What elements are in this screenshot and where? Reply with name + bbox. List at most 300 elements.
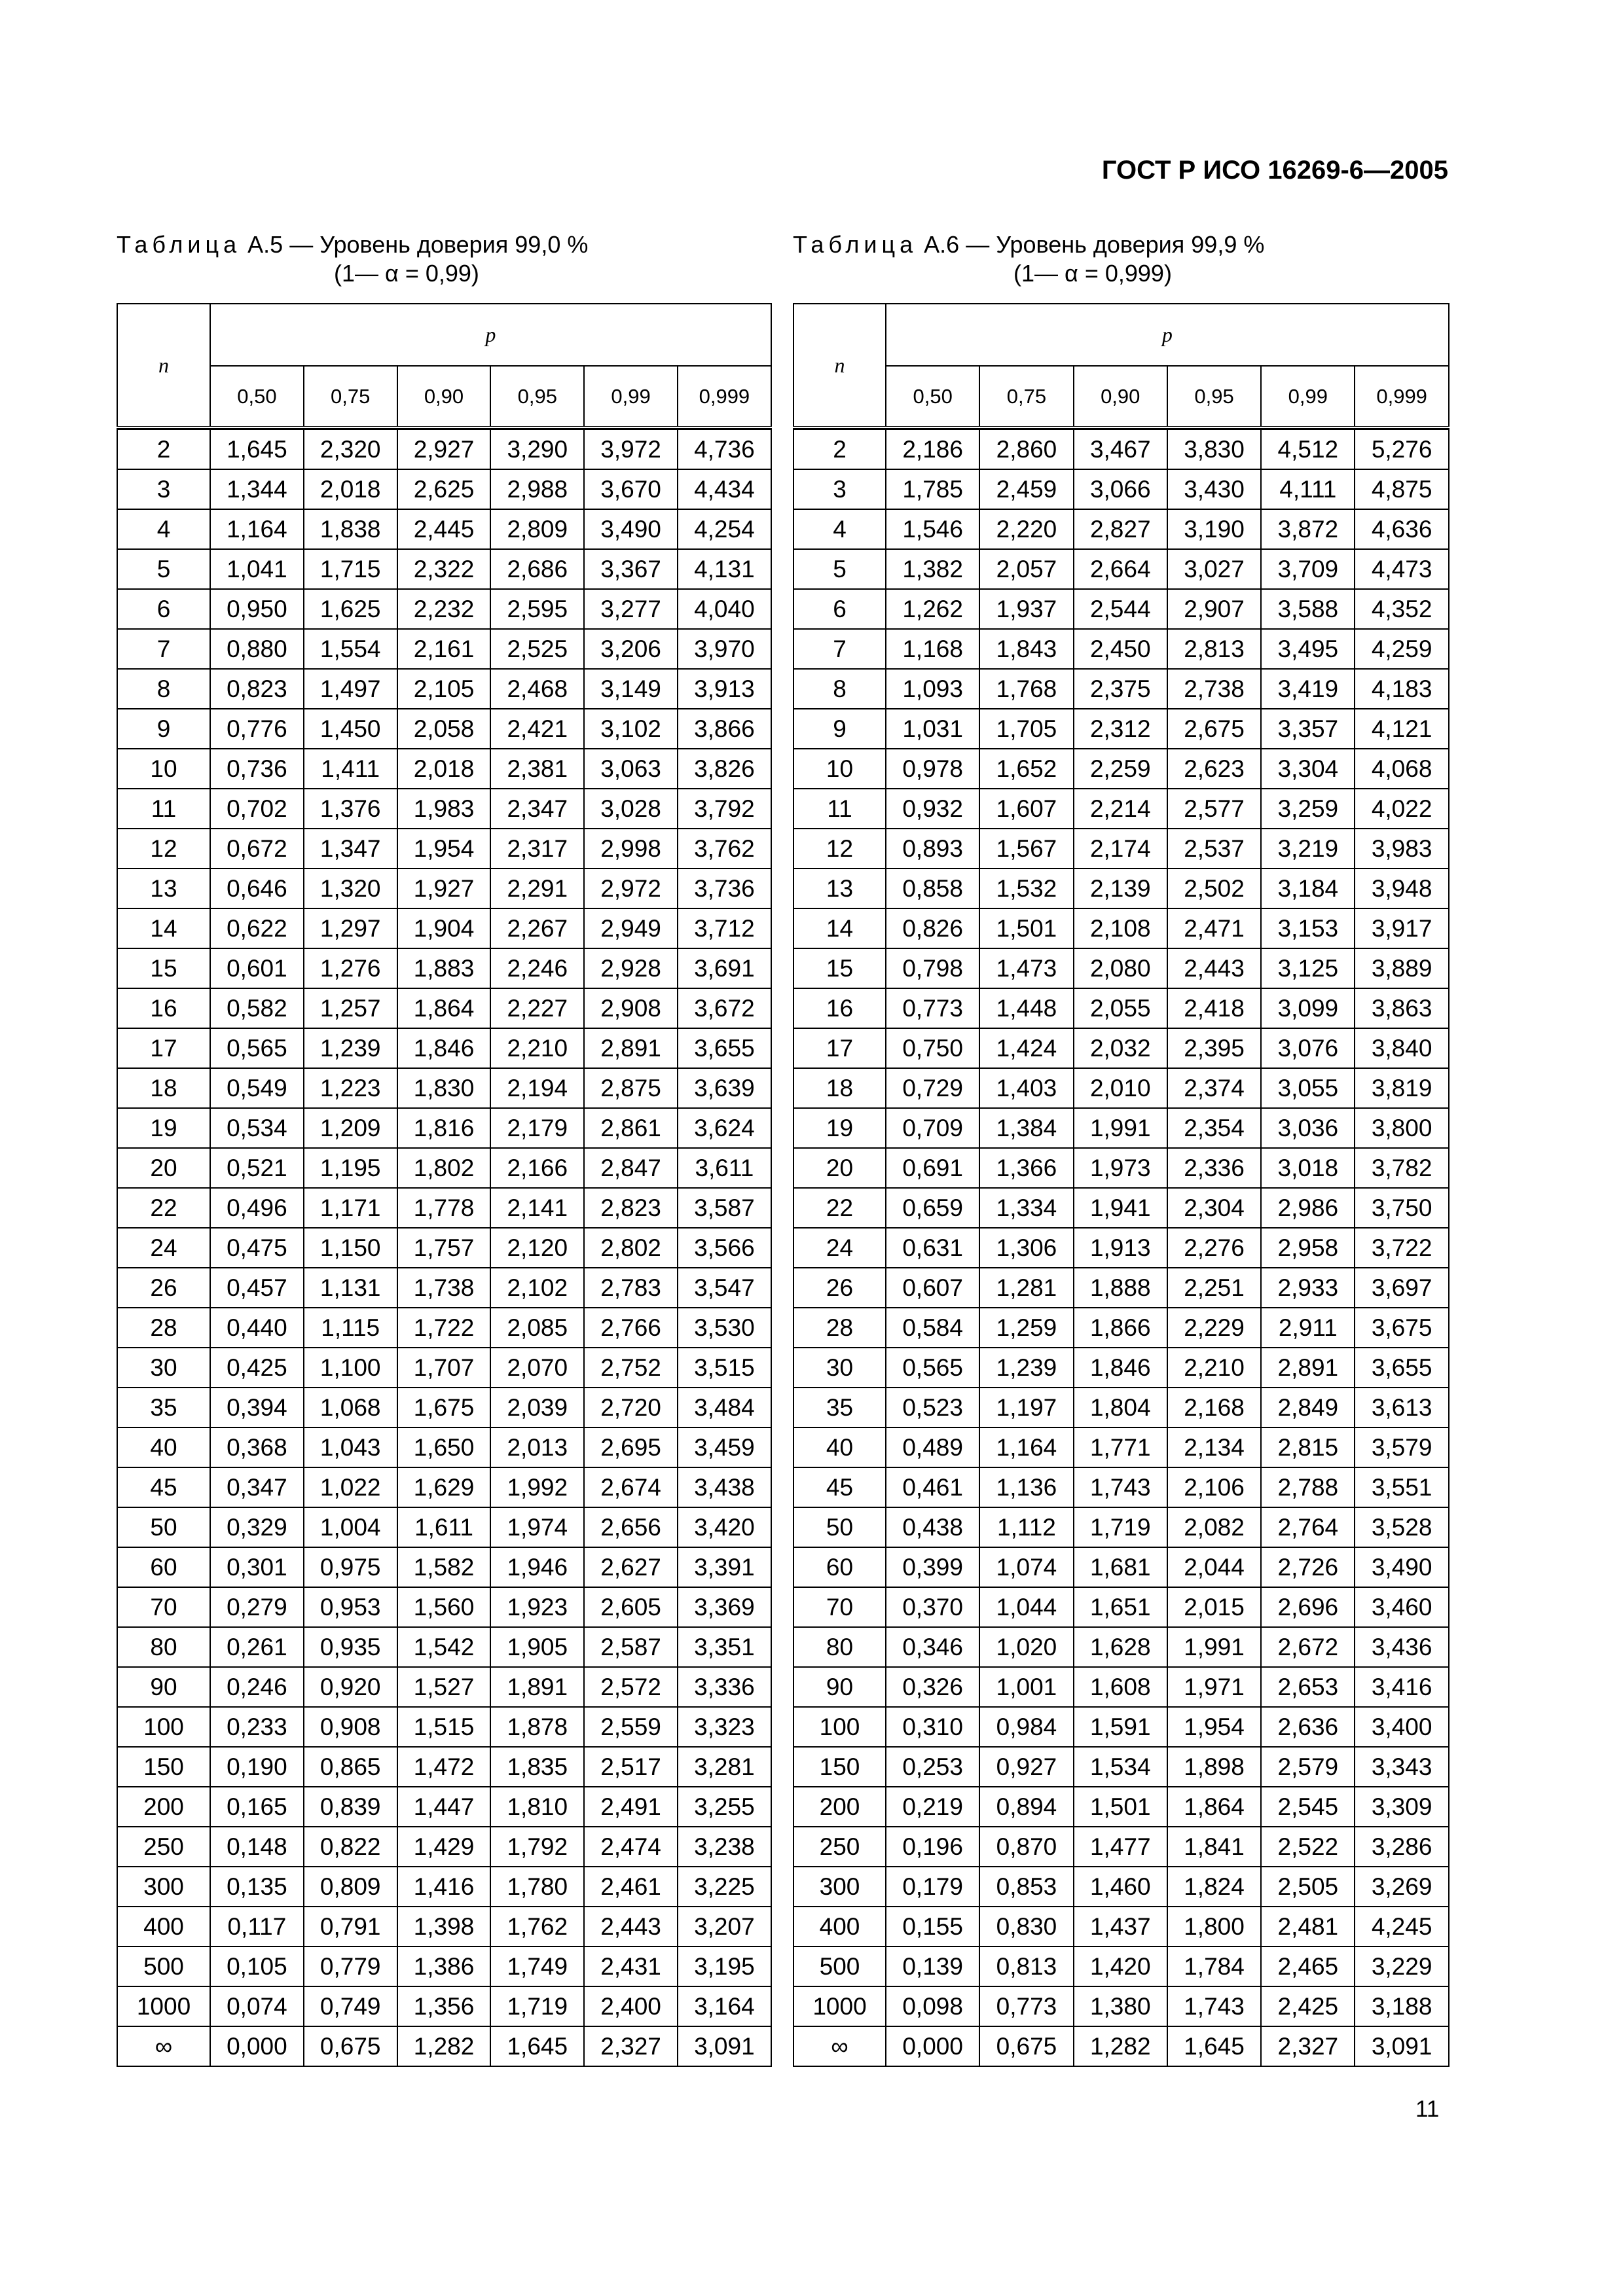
value-cell: 3,587: [678, 1188, 771, 1228]
n-cell: 9: [793, 709, 886, 749]
value-cell: 1,841: [1167, 1827, 1261, 1867]
table-row: [117, 1507, 771, 1547]
table-row: [793, 629, 1449, 669]
value-cell: 1,262: [886, 589, 979, 629]
table-row: [793, 1108, 1449, 1148]
n-cell: 50: [793, 1507, 886, 1547]
value-cell: 2,875: [584, 1068, 678, 1108]
value-cell: 3,304: [1261, 749, 1355, 789]
value-cell: 0,246: [210, 1667, 304, 1707]
value-cell: 1,954: [397, 829, 491, 869]
value-cell: 3,206: [584, 629, 678, 669]
value-cell: 3,028: [584, 789, 678, 829]
value-cell: 2,044: [1167, 1547, 1261, 1587]
n-cell: 150: [793, 1747, 886, 1787]
n-cell: 100: [117, 1707, 210, 1747]
n-column-header: n: [793, 304, 886, 427]
value-cell: 4,473: [1355, 549, 1448, 589]
value-cell: 1,115: [304, 1308, 397, 1348]
value-cell: 1,282: [397, 2026, 491, 2066]
value-cell: 2,764: [1261, 1507, 1355, 1547]
value-cell: 4,040: [678, 589, 771, 629]
value-cell: 1,384: [979, 1108, 1073, 1148]
value-cell: 0,394: [210, 1388, 304, 1427]
table-row: [793, 469, 1449, 509]
n-cell: 2: [793, 429, 886, 469]
value-cell: 2,459: [979, 469, 1073, 509]
n-cell: 28: [117, 1308, 210, 1348]
value-cell: 0,399: [886, 1547, 979, 1587]
value-cell: 1,883: [397, 948, 491, 988]
value-cell: 2,246: [490, 948, 584, 988]
value-cell: 0,179: [886, 1867, 979, 1907]
value-cell: 1,864: [397, 988, 491, 1028]
value-cell: 1,112: [979, 1507, 1073, 1547]
value-cell: 2,161: [397, 629, 491, 669]
n-cell: 3: [117, 469, 210, 509]
value-cell: 4,434: [678, 469, 771, 509]
p-value-header: 0,99: [1261, 366, 1355, 427]
table-row: [793, 1228, 1449, 1268]
value-cell: 1,768: [979, 669, 1073, 709]
value-cell: 0,534: [210, 1108, 304, 1148]
n-cell: 26: [117, 1268, 210, 1308]
value-cell: 1,306: [979, 1228, 1073, 1268]
value-cell: 1,743: [1074, 1467, 1167, 1507]
table-row: [117, 1068, 771, 1108]
table-row: [117, 2026, 771, 2066]
value-cell: 3,125: [1261, 948, 1355, 988]
value-cell: 1,937: [979, 589, 1073, 629]
value-cell: 1,681: [1074, 1547, 1167, 1587]
n-cell: 10: [793, 749, 886, 789]
value-cell: 0,326: [886, 1667, 979, 1707]
value-cell: 1,447: [397, 1787, 491, 1827]
n-cell: 150: [117, 1747, 210, 1787]
value-cell: 0,457: [210, 1268, 304, 1308]
n-cell: 19: [793, 1108, 886, 1148]
value-cell: 0,135: [210, 1867, 304, 1907]
value-cell: 1,757: [397, 1228, 491, 1268]
table-row: [117, 1867, 771, 1907]
n-cell: 80: [117, 1627, 210, 1667]
p-values-row: [117, 366, 771, 427]
value-cell: 1,424: [979, 1028, 1073, 1068]
n-cell: 60: [117, 1547, 210, 1587]
value-cell: 2,695: [584, 1427, 678, 1467]
value-cell: 1,785: [886, 469, 979, 509]
value-cell: 1,645: [490, 2026, 584, 2066]
table-row: [117, 1787, 771, 1827]
table-row: [793, 988, 1449, 1028]
value-cell: 0,000: [886, 2026, 979, 2066]
value-cell: 3,027: [1167, 549, 1261, 589]
p-value-header: 0,50: [886, 366, 979, 427]
value-cell: 3,225: [678, 1867, 771, 1907]
n-cell: ∞: [793, 2026, 886, 2066]
table-row: [793, 1028, 1449, 1068]
value-cell: 1,356: [397, 1986, 491, 2026]
value-cell: 0,729: [886, 1068, 979, 1108]
value-cell: 0,607: [886, 1268, 979, 1308]
value-cell: 0,346: [886, 1627, 979, 1667]
value-cell: 1,608: [1074, 1667, 1167, 1707]
n-cell: 70: [793, 1587, 886, 1627]
value-cell: 2,055: [1074, 988, 1167, 1028]
table-row: [117, 1348, 771, 1388]
value-cell: 2,587: [584, 1627, 678, 1667]
value-cell: 1,382: [886, 549, 979, 589]
value-cell: 3,490: [1355, 1547, 1448, 1587]
value-cell: 1,778: [397, 1188, 491, 1228]
table-row: [793, 1308, 1449, 1348]
value-cell: 1,131: [304, 1268, 397, 1308]
value-cell: 3,459: [678, 1427, 771, 1467]
value-cell: 0,750: [886, 1028, 979, 1068]
value-cell: 3,255: [678, 1787, 771, 1827]
n-cell: 300: [117, 1867, 210, 1907]
value-cell: 0,622: [210, 908, 304, 948]
value-cell: 4,121: [1355, 709, 1448, 749]
value-cell: 2,927: [397, 429, 491, 469]
value-cell: 0,000: [210, 2026, 304, 2066]
value-cell: 2,809: [490, 509, 584, 549]
value-cell: 1,473: [979, 948, 1073, 988]
value-cell: 1,611: [397, 1507, 491, 1547]
value-cell: 0,858: [886, 869, 979, 908]
table-row: [793, 589, 1449, 629]
value-cell: 3,762: [678, 829, 771, 869]
n-cell: 200: [117, 1787, 210, 1827]
value-cell: 2,627: [584, 1547, 678, 1587]
p-value-header: 0,95: [490, 366, 584, 427]
value-cell: 3,830: [1167, 429, 1261, 469]
value-cell: 0,675: [979, 2026, 1073, 2066]
value-cell: 1,380: [1074, 1986, 1167, 2026]
n-cell: 400: [117, 1907, 210, 1946]
value-cell: 2,672: [1261, 1627, 1355, 1667]
value-cell: 2,267: [490, 908, 584, 948]
value-cell: 0,368: [210, 1427, 304, 1467]
value-cell: 3,917: [1355, 908, 1448, 948]
n-cell: 11: [117, 789, 210, 829]
value-cell: 0,261: [210, 1627, 304, 1667]
value-cell: 3,697: [1355, 1268, 1448, 1308]
value-cell: 3,184: [1261, 869, 1355, 908]
value-cell: 3,819: [1355, 1068, 1448, 1108]
value-cell: 3,336: [678, 1667, 771, 1707]
value-cell: 1,888: [1074, 1268, 1167, 1308]
value-cell: 0,565: [886, 1348, 979, 1388]
value-cell: 1,891: [490, 1667, 584, 1707]
value-cell: 3,840: [1355, 1028, 1448, 1068]
table-row: [117, 1427, 771, 1467]
value-cell: 0,870: [979, 1827, 1073, 1867]
n-cell: 30: [793, 1348, 886, 1388]
value-cell: 1,652: [979, 749, 1073, 789]
n-cell: 70: [117, 1587, 210, 1627]
value-cell: 2,058: [397, 709, 491, 749]
table-row: [117, 429, 771, 469]
table-row: [117, 1028, 771, 1068]
table-row: [793, 1587, 1449, 1627]
value-cell: 2,988: [490, 469, 584, 509]
value-cell: 3,149: [584, 669, 678, 709]
value-cell: 2,595: [490, 589, 584, 629]
value-cell: 3,863: [1355, 988, 1448, 1028]
value-cell: 2,057: [979, 549, 1073, 589]
n-cell: 4: [117, 509, 210, 549]
value-cell: 5,276: [1355, 429, 1448, 469]
n-cell: 60: [793, 1547, 886, 1587]
value-cell: 3,588: [1261, 589, 1355, 629]
value-cell: 2,623: [1167, 749, 1261, 789]
value-cell: 0,950: [210, 589, 304, 629]
value-cell: 1,645: [1167, 2026, 1261, 2066]
value-cell: 1,044: [979, 1587, 1073, 1627]
value-cell: 1,546: [886, 509, 979, 549]
value-cell: 0,155: [886, 1907, 979, 1946]
n-cell: 7: [117, 629, 210, 669]
value-cell: 1,004: [304, 1507, 397, 1547]
value-cell: 4,352: [1355, 589, 1448, 629]
value-cell: 4,068: [1355, 749, 1448, 789]
n-cell: 16: [793, 988, 886, 1028]
value-cell: 1,973: [1074, 1148, 1167, 1188]
value-cell: 3,351: [678, 1627, 771, 1667]
value-cell: 0,672: [210, 829, 304, 869]
value-cell: 2,752: [584, 1348, 678, 1388]
value-cell: 2,579: [1261, 1747, 1355, 1787]
value-cell: 2,229: [1167, 1308, 1261, 1348]
value-cell: 2,141: [490, 1188, 584, 1228]
value-cell: 3,495: [1261, 629, 1355, 669]
n-cell: 18: [793, 1068, 886, 1108]
value-cell: 3,229: [1355, 1946, 1448, 1986]
value-cell: 2,400: [584, 1986, 678, 2026]
caption-confidence-formula: (1— α = 0,999): [1013, 260, 1172, 287]
value-cell: 3,611: [678, 1148, 771, 1188]
table-row: [793, 1827, 1449, 1867]
table-a6: [793, 303, 1450, 2067]
value-cell: 1,281: [979, 1268, 1073, 1308]
value-cell: 1,020: [979, 1627, 1073, 1667]
value-cell: 0,233: [210, 1707, 304, 1747]
value-cell: 1,866: [1074, 1308, 1167, 1348]
value-cell: 3,420: [678, 1507, 771, 1547]
value-cell: 3,018: [1261, 1148, 1355, 1188]
table-row: [117, 988, 771, 1028]
value-cell: 1,100: [304, 1348, 397, 1388]
value-cell: 1,257: [304, 988, 397, 1028]
n-cell: 50: [117, 1507, 210, 1547]
table-row: [793, 948, 1449, 988]
value-cell: 2,517: [584, 1747, 678, 1787]
value-cell: 1,927: [397, 869, 491, 908]
value-cell: 1,651: [1074, 1587, 1167, 1627]
value-cell: 1,515: [397, 1707, 491, 1747]
value-cell: 0,584: [886, 1308, 979, 1348]
table-row: [117, 669, 771, 709]
value-cell: 1,527: [397, 1667, 491, 1707]
n-cell: 35: [793, 1388, 886, 1427]
table-row: [793, 1268, 1449, 1308]
value-cell: 3,530: [678, 1308, 771, 1348]
value-cell: 1,150: [304, 1228, 397, 1268]
value-cell: 3,391: [678, 1547, 771, 1587]
value-cell: 1,386: [397, 1946, 491, 1986]
value-cell: 1,093: [886, 669, 979, 709]
value-cell: 3,367: [584, 549, 678, 589]
value-cell: 2,860: [979, 429, 1073, 469]
value-cell: 2,327: [1261, 2026, 1355, 2066]
value-cell: 3,164: [678, 1986, 771, 2026]
value-cell: 2,461: [584, 1867, 678, 1907]
n-cell: 45: [117, 1467, 210, 1507]
table-row: [793, 1388, 1449, 1427]
table-row: [793, 789, 1449, 829]
table-row: [117, 1547, 771, 1587]
value-cell: 1,792: [490, 1827, 584, 1867]
value-cell: 2,572: [584, 1667, 678, 1707]
table-row: [793, 1787, 1449, 1827]
value-cell: 0,853: [979, 1867, 1073, 1907]
n-cell: 80: [793, 1627, 886, 1667]
value-cell: 1,749: [490, 1946, 584, 1986]
table-row: [117, 629, 771, 669]
value-cell: 3,691: [678, 948, 771, 988]
value-cell: 1,675: [397, 1388, 491, 1427]
table-row: [793, 1907, 1449, 1946]
table-row: [793, 709, 1449, 749]
value-cell: 0,148: [210, 1827, 304, 1867]
value-cell: 2,505: [1261, 1867, 1355, 1907]
value-cell: 2,317: [490, 829, 584, 869]
p-value-header: 0,75: [979, 366, 1073, 427]
table-row: [793, 1348, 1449, 1388]
n-cell: 18: [117, 1068, 210, 1108]
value-cell: 1,991: [1167, 1627, 1261, 1667]
value-cell: 0,822: [304, 1827, 397, 1867]
value-cell: 3,948: [1355, 869, 1448, 908]
value-cell: 2,625: [397, 469, 491, 509]
value-cell: 2,656: [584, 1507, 678, 1547]
value-cell: 2,802: [584, 1228, 678, 1268]
p-values-row: [793, 366, 1449, 427]
value-cell: 2,468: [490, 669, 584, 709]
n-cell: 6: [117, 589, 210, 629]
value-cell: 2,210: [1167, 1348, 1261, 1388]
p-group-header: p: [210, 304, 771, 366]
value-cell: 2,949: [584, 908, 678, 948]
value-cell: 0,935: [304, 1627, 397, 1667]
value-cell: 2,443: [1167, 948, 1261, 988]
n-cell: 11: [793, 789, 886, 829]
value-cell: 3,430: [1167, 469, 1261, 509]
value-cell: 1,472: [397, 1747, 491, 1787]
value-cell: 2,474: [584, 1827, 678, 1867]
value-cell: 2,908: [584, 988, 678, 1028]
table-body: [793, 429, 1449, 2066]
value-cell: 1,497: [304, 669, 397, 709]
n-cell: 17: [117, 1028, 210, 1068]
value-cell: 2,291: [490, 869, 584, 908]
value-cell: 1,041: [210, 549, 304, 589]
value-cell: 2,958: [1261, 1228, 1355, 1268]
value-cell: 0,920: [304, 1667, 397, 1707]
value-cell: 0,776: [210, 709, 304, 749]
value-cell: 2,813: [1167, 629, 1261, 669]
value-cell: 4,875: [1355, 469, 1448, 509]
value-cell: 1,629: [397, 1467, 491, 1507]
value-cell: 2,823: [584, 1188, 678, 1228]
table-row: [117, 469, 771, 509]
value-cell: 0,736: [210, 749, 304, 789]
value-cell: 1,738: [397, 1268, 491, 1308]
table-row: [793, 549, 1449, 589]
value-cell: 3,551: [1355, 1467, 1448, 1507]
value-cell: 2,210: [490, 1028, 584, 1068]
p-value-header: 0,90: [397, 366, 491, 427]
table-row: [117, 1388, 771, 1427]
value-cell: 3,357: [1261, 709, 1355, 749]
value-cell: 3,343: [1355, 1747, 1448, 1787]
value-cell: 3,277: [584, 589, 678, 629]
p-value-header: 0,99: [584, 366, 678, 427]
value-cell: 1,954: [1167, 1707, 1261, 1747]
value-cell: 1,164: [979, 1427, 1073, 1467]
table-row: [793, 669, 1449, 709]
table-row: [117, 549, 771, 589]
value-cell: 2,174: [1074, 829, 1167, 869]
value-cell: 0,702: [210, 789, 304, 829]
p-value-header: 0,75: [304, 366, 397, 427]
value-cell: 2,018: [304, 469, 397, 509]
value-cell: 2,085: [490, 1308, 584, 1348]
value-cell: 0,496: [210, 1188, 304, 1228]
p-group-header: p: [886, 304, 1449, 366]
n-cell: 20: [117, 1148, 210, 1188]
value-cell: 2,891: [584, 1028, 678, 1068]
value-cell: 0,675: [304, 2026, 397, 2066]
value-cell: 1,905: [490, 1627, 584, 1667]
table-row: [793, 1986, 1449, 2026]
table-row: [117, 1228, 771, 1268]
value-cell: 2,653: [1261, 1667, 1355, 1707]
value-cell: 0,773: [886, 988, 979, 1028]
value-cell: 1,001: [979, 1667, 1073, 1707]
n-cell: 200: [793, 1787, 886, 1827]
n-cell: 15: [117, 948, 210, 988]
n-cell: 9: [117, 709, 210, 749]
value-cell: 3,800: [1355, 1108, 1448, 1148]
value-cell: 0,798: [886, 948, 979, 988]
value-cell: 0,301: [210, 1547, 304, 1587]
n-cell: 20: [793, 1148, 886, 1188]
value-cell: 2,214: [1074, 789, 1167, 829]
value-cell: 1,477: [1074, 1827, 1167, 1867]
n-column-header: n: [117, 304, 210, 427]
value-cell: 3,419: [1261, 669, 1355, 709]
n-cell: 3: [793, 469, 886, 509]
value-cell: 0,582: [210, 988, 304, 1028]
value-cell: 1,501: [1074, 1787, 1167, 1827]
value-cell: 2,577: [1167, 789, 1261, 829]
value-cell: 4,254: [678, 509, 771, 549]
value-cell: 0,475: [210, 1228, 304, 1268]
value-cell: 2,347: [490, 789, 584, 829]
value-cell: 0,139: [886, 1946, 979, 1986]
